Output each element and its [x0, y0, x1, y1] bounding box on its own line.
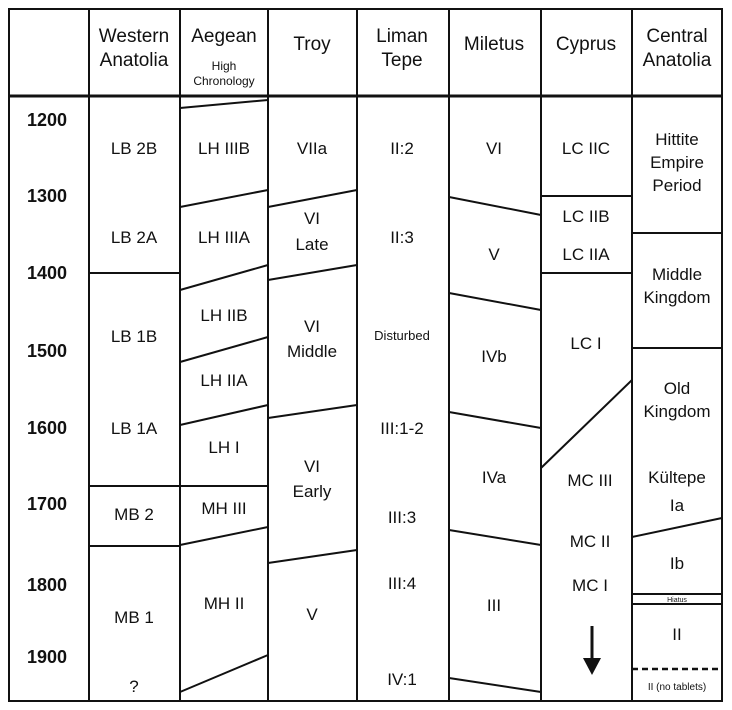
- cell-troy-vi-late-1: VI: [303, 209, 321, 228]
- cell-western-lb2b: LB 2B: [110, 139, 158, 158]
- cell-cyprus-lc2a: LC IIA: [562, 245, 610, 264]
- header-central-anatolia: Central: [646, 26, 708, 47]
- cell-troy-viia: VIIa: [296, 139, 328, 158]
- cell-liman-iii3: III:3: [387, 508, 417, 527]
- cell-aegean-lh3a: LH IIIA: [198, 228, 250, 247]
- cell-central-hittite-3: Period: [652, 176, 702, 195]
- cell-central-middle-kingdom-1: Middle: [651, 265, 703, 284]
- header-aegean-sub1: High: [211, 59, 237, 73]
- cell-central-kultepe-2: Ia: [669, 496, 685, 515]
- cell-aegean-lh3b: LH IIIB: [198, 139, 250, 158]
- cell-western-mb2: MB 2: [114, 505, 154, 524]
- cell-cyprus-lc2b: LC IIB: [562, 207, 610, 226]
- cell-central-middle-kingdom-2: Kingdom: [643, 288, 711, 307]
- header-western-anatolia: Western: [98, 26, 170, 47]
- cell-western-lb1a: LB 1A: [110, 419, 158, 438]
- cell-central-old-kingdom-2: Kingdom: [643, 402, 711, 421]
- header-western-anatolia-line2: Anatolia: [99, 50, 169, 71]
- header-cyprus: Cyprus: [555, 34, 617, 55]
- cell-liman-iv1: IV:1: [387, 670, 417, 689]
- cell-cyprus-mc1: MC I: [572, 576, 608, 595]
- cell-liman-ii3: II:3: [390, 228, 414, 247]
- header-liman-tepe-line2: Tepe: [381, 50, 423, 71]
- column-dividers: [89, 9, 632, 701]
- header-liman-tepe: Liman: [376, 26, 428, 47]
- year-axis: [27, 110, 67, 667]
- cell-cyprus-mc2: MC II: [569, 532, 611, 551]
- cell-miletus-v: V: [488, 245, 500, 264]
- cell-western-lb2a: LB 2A: [110, 228, 158, 247]
- header-central-anatolia-line2: Anatolia: [642, 50, 712, 71]
- year-label: 1800: [26, 575, 68, 595]
- cell-cyprus-mc3: MC III: [567, 471, 613, 490]
- cell-liman-iii12: III:1-2: [380, 419, 424, 438]
- cell-central-ii-no-tablets: II (no tablets): [647, 682, 707, 693]
- cell-aegean-lh2b: LH IIB: [200, 306, 248, 325]
- cell-central-ib: Ib: [669, 554, 685, 573]
- cell-troy-vi-middle-1: VI: [303, 317, 321, 336]
- cell-central-hittite-1: Hittite: [655, 130, 699, 149]
- cell-labels: [111, 130, 711, 696]
- cell-troy-v: V: [306, 605, 318, 624]
- cell-miletus-iii: III: [486, 596, 502, 615]
- header-troy: Troy: [293, 34, 331, 55]
- cell-central-old-kingdom-1: Old: [663, 379, 691, 398]
- header-aegean: Aegean: [191, 26, 257, 47]
- cell-cyprus-lc2c: LC IIC: [561, 139, 611, 158]
- cell-troy-vi-early-2: Early: [292, 482, 332, 501]
- year-label: 1200: [26, 110, 68, 130]
- cell-liman-iii4: III:4: [387, 574, 417, 593]
- cell-aegean-lh1: LH I: [208, 438, 240, 457]
- period-boundaries: [89, 100, 722, 692]
- year-label: 1300: [26, 186, 68, 206]
- headers: [99, 26, 712, 88]
- cell-aegean-mh2: MH II: [203, 594, 245, 613]
- header-aegean-sub2: Chronology: [193, 74, 255, 88]
- cell-central-hittite-2: Empire: [650, 153, 704, 172]
- cell-western-lb1b: LB 1B: [110, 327, 158, 346]
- cell-miletus-vi: VI: [485, 139, 503, 158]
- cell-liman-disturbed: Disturbed: [374, 328, 430, 343]
- year-label: 1400: [26, 263, 68, 283]
- cell-aegean-mh3: MH III: [201, 499, 247, 518]
- cell-aegean-lh2a: LH IIA: [200, 371, 248, 390]
- year-label: 1600: [26, 418, 68, 438]
- cell-miletus-iva: IVa: [481, 468, 507, 487]
- cell-troy-vi-middle-2: Middle: [286, 342, 338, 361]
- header-miletus: Miletus: [463, 34, 525, 55]
- cell-troy-vi-early-1: VI: [303, 457, 321, 476]
- cell-western-mb1: MB 1: [114, 608, 154, 627]
- outer-frame: [9, 9, 722, 701]
- year-label: 1500: [26, 341, 68, 361]
- year-label: 1700: [26, 494, 68, 514]
- cell-central-hiatus: Hiatus: [667, 597, 687, 604]
- down-arrow-icon: [583, 626, 601, 675]
- cell-central-kultepe-1: Kültepe: [648, 468, 706, 487]
- year-label: 1900: [26, 647, 68, 667]
- cell-western-question: ?: [129, 677, 139, 696]
- cell-cyprus-lc1: LC I: [570, 334, 602, 353]
- cell-miletus-ivb: IVb: [481, 347, 507, 366]
- cell-liman-ii2: II:2: [390, 139, 414, 158]
- cell-troy-vi-late-2: Late: [295, 235, 329, 254]
- cell-central-ii: II: [672, 625, 682, 644]
